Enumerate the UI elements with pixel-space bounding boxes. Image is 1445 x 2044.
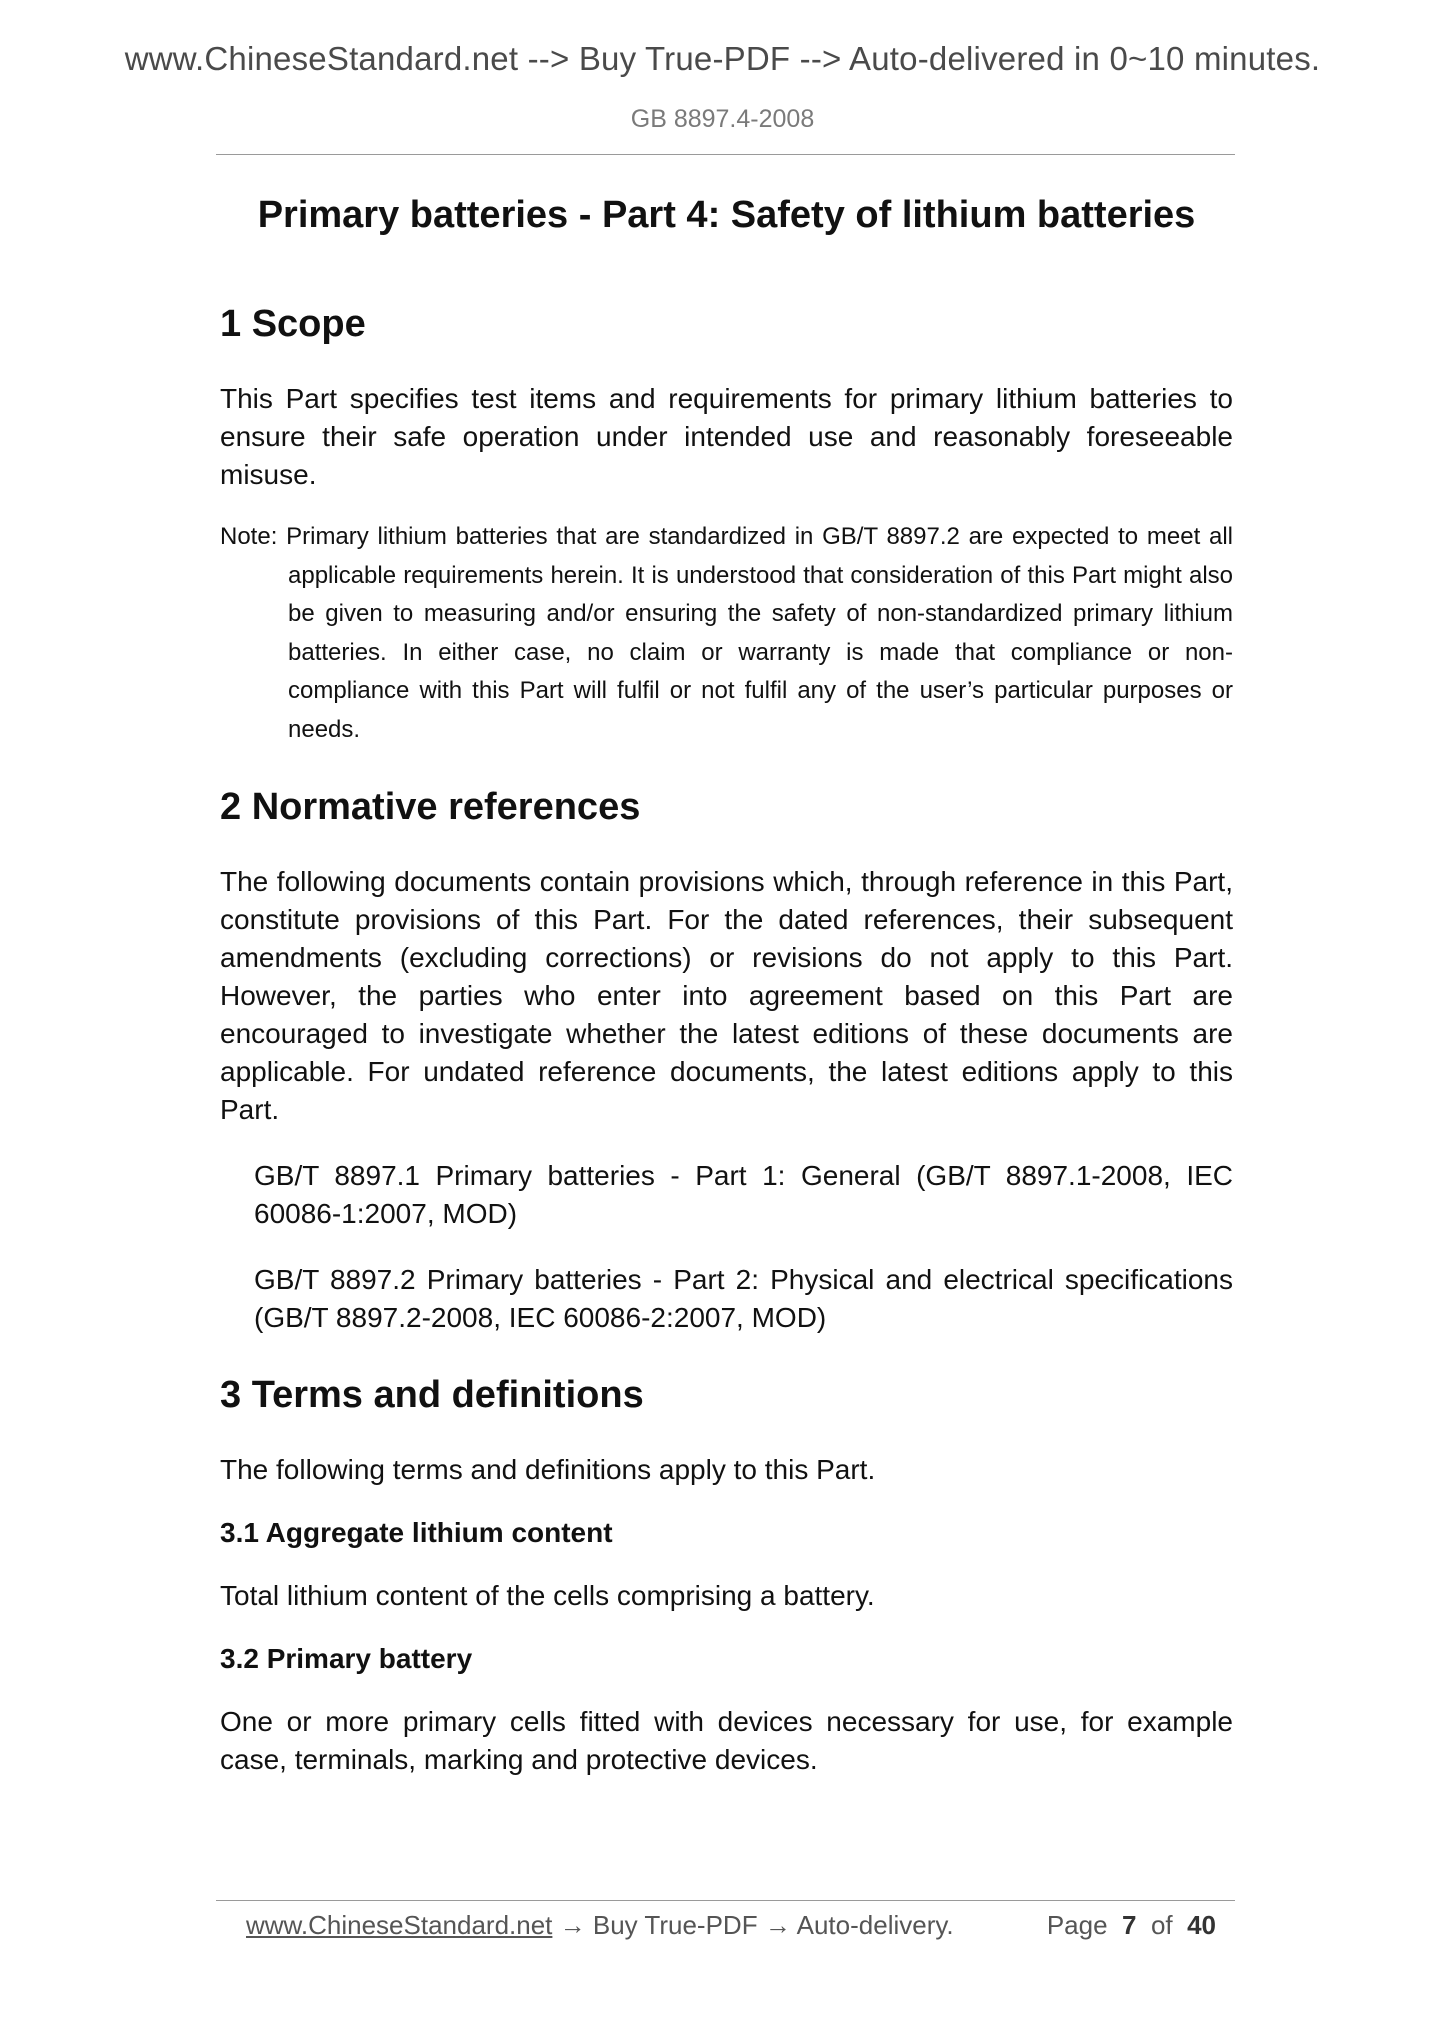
scope-note (220, 518, 1233, 749)
arrow-right-icon: → (559, 1910, 586, 1940)
page-current: 7 (1122, 1910, 1137, 1940)
arrow-right-icon: → (764, 1910, 791, 1940)
note-text: Primary lithium batteries that are standardized in GB/T 8897.2 are expected to meet all applicable requirements herein. It is understood that consideration of this Part might also be given to measuring and/or ensuring the safety of non-standardized primary lithium batteries. In either case, no claim or warranty is made that compliance or non-compliance with this Part will fulfil or not fulfil any of the user’s particular purposes or needs. (286, 523, 1233, 743)
section-normative-heading: 2 Normative references (220, 786, 641, 828)
footer-buy-text: Buy True-PDF (592, 1910, 758, 1940)
header-divider (216, 154, 1235, 155)
term-heading: 3.2 Primary battery (220, 1643, 473, 1674)
standard-code: GB 8897.4-2008 (630, 105, 815, 133)
page-indicator (1047, 1905, 1216, 1945)
page-footer (246, 1905, 1216, 1945)
footer-delivery-text: Auto-delivery. (796, 1910, 954, 1940)
section-scope-heading: 1 Scope (220, 303, 366, 345)
page-label: Page (1046, 1910, 1108, 1940)
of-label: of (1150, 1910, 1173, 1940)
page-content (220, 186, 1233, 1779)
reference-item: GB/T 8897.1 Primary batteries - Part 1: General (GB/T 8897.1-2008, IEC 60086-1:2007, MOD) (254, 1160, 1233, 1229)
term-heading: 3.1 Aggregate lithium content (220, 1517, 613, 1548)
footer-divider (216, 1900, 1235, 1901)
document-title: Primary batteries - Part 4: Safety of lithium batteries (257, 194, 1196, 236)
note-label: Note: (220, 523, 278, 550)
normative-paragraph: The following documents contain provisions which, through reference in this Part, constitute provisions of this Part. For the dated references, their subsequent amendments (excluding corrections) or revisions do not apply to this Part. However, the parties who enter into agreement based on this Part are encouraged to investigate whether the latest editions of these documents are applicable. For undated reference documents, the latest editions apply to this Part. (220, 866, 1233, 1125)
terms-intro: The following terms and definitions apply to this Part. (220, 1454, 876, 1485)
term-definition: One or more primary cells fitted with devices necessary for use, for example case, terminals, marking and protective devices. (220, 1706, 1233, 1775)
footer-site-link[interactable]: www.ChineseStandard.net (246, 1910, 553, 1940)
section-terms-heading: 3 Terms and definitions (220, 1374, 644, 1416)
term-definition: Total lithium content of the cells comprising a battery. (220, 1580, 875, 1611)
scope-paragraph: This Part specifies test items and requirements for primary lithium batteries to ensure their safe operation under intended use and reasonably foreseeable misuse. (220, 383, 1233, 490)
site-banner: www.ChineseStandard.net --> Buy True-PDF --> Auto-delivered in 0~10 minutes. (124, 40, 1321, 77)
page-total: 40 (1187, 1910, 1216, 1940)
reference-item: GB/T 8897.2 Primary batteries - Part 2: Physical and electrical specifications (GB/T 8897.2-2008, IEC 60086-2:2007, MOD) (254, 1264, 1233, 1333)
